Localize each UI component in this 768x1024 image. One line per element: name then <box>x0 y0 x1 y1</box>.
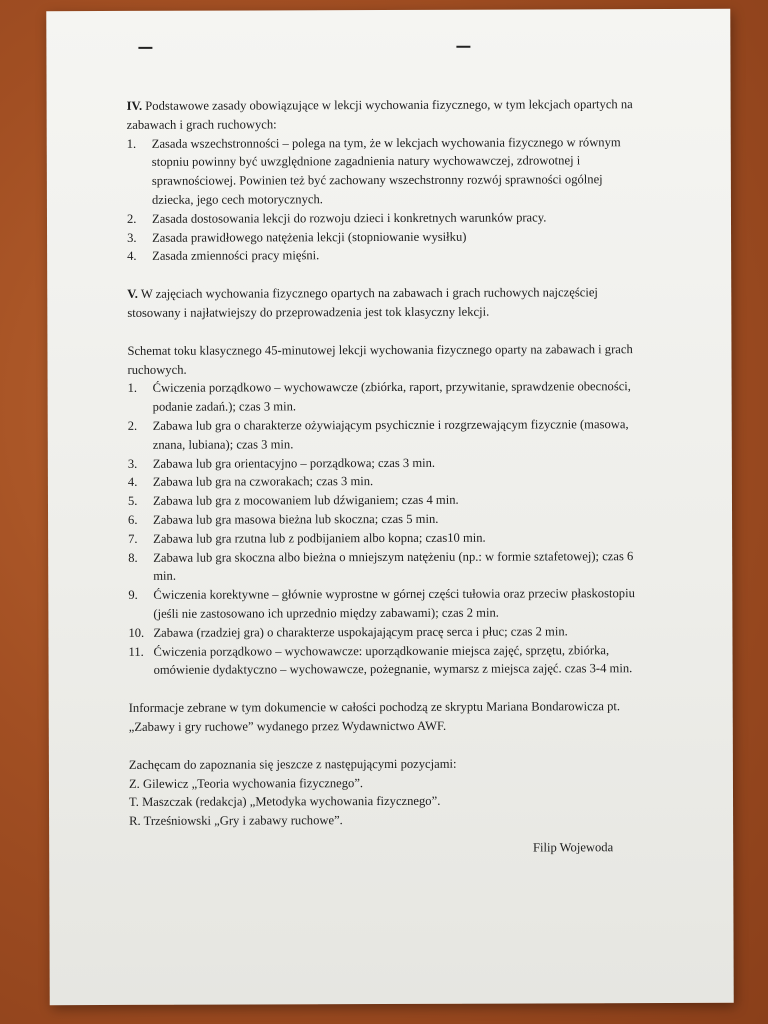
reference-item: R. Trześniowski „Gry i zabawy ruchowe”. <box>129 813 343 829</box>
list-item: 2. Zasada dostosowania lekcji do rozwoju dzieci i konkretnych warunków pracy. <box>126 210 547 226</box>
reference-item: Z. Gilewicz „Teoria wychowania fizycznego”. <box>128 775 364 791</box>
schema-intro: Schemat toku klasycznego 45-minutowej lekcji wychowania fizycznego oparty na zabawach i grach ruchowych. <box>127 341 633 377</box>
paper-sheet <box>46 9 733 1005</box>
list-item: 3. Zasada prawidłowego natężenia lekcji (stopniowanie wysiłku) <box>127 229 467 245</box>
section-v-text: W zajęciach wychowania fizycznego opartych na zabawach i grach ruchowych najczęściej stosowany i najłatwiejszy do przeprowadzenia jest tok klasyczny lekcji. <box>127 285 598 320</box>
reading-intro: Zachęcam do zapoznania się jeszcze z następującymi pozycjami: <box>128 756 457 772</box>
list-item: 4. Zabawa lub gra na czworakach; czas 3 min. <box>127 474 374 490</box>
header-dash-right <box>456 46 470 48</box>
section-iv-intro: Podstawowe zasady obowiązujące w lekcji wychowania fizycznego, w tym lekcjach opartych na zabawach i grach ruchowych: <box>126 97 633 132</box>
list-item: 6. Zabawa lub gra masowa bieżna lub skoczna; czas 5 min. <box>128 511 439 527</box>
list-item: 10. Zabawa (rzadziej gra) o charakterze uspokajającym pracę serca i płuc; czas 2 min. <box>128 624 568 640</box>
lesson-schema-list <box>128 377 649 680</box>
list-item: 9. Ćwiczenia korektywne – głównie wyprostne w górnej części tułowia oraz przeciw płaskostopiu (jeśli nie zastosowano ich uprzednio między zabawami); czas 2 min. <box>128 586 635 621</box>
section-v-label: V. <box>127 287 138 302</box>
list-item: 1. Zasada wszechstronności – polega na tym, że w lekcjach wychowania fizycznego w równym stopniu powinny być uwzględnione zagadnienia natury wychowawczej, zdrowotnej i sprawnościowej. Powinien też być zachowany wszechstronny rozwój sprawności ogólnej dziecka, jego cech motorycznych. <box>126 134 621 207</box>
list-item: 5. Zabawa lub gra z mocowaniem lub dźwiganiem; czas 4 min. <box>127 492 459 509</box>
list-item: 3. Zabawa lub gra orientacyjno – porządkowa; czas 3 min. <box>127 455 436 471</box>
list-item: 7. Zabawa lub gra rzutna lub z podbijaniem albo kopna; czas10 min. <box>128 530 486 546</box>
list-item: 4. Zasada zmienności pracy mięśni. <box>127 248 320 264</box>
section-iv-heading <box>127 95 647 134</box>
section-v-paragraph <box>127 283 647 322</box>
reference-item: T. Maszczak (redakcja) „Metodyka wychowania fizycznego”. <box>129 794 441 810</box>
header-dash-left <box>138 47 152 49</box>
principles-list <box>127 133 647 266</box>
author-signature: Filip Wojewoda <box>532 840 614 855</box>
list-item: 2. Zabawa lub gra o charakterze ożywiającym psychicznie i rozgrzewającym fizycznie (masowa, znana, lubiana); czas 3 min. <box>127 417 629 452</box>
section-iv-label: IV. <box>126 98 143 113</box>
list-item: 11. Ćwiczenia porządkowo – wychowawcze: uporządkowanie miejsca zajęć, sprzętu, zbiórka, omówienie dydaktyczno – wychowawcze, pożegnanie, wymarsz z miejsca zajęć. czas 3-4 min. <box>128 642 633 678</box>
source-info: Informacje zebrane w tym dokumencie w całości pochodzą ze skryptu Mariana Bondarowicza pt. „Zabawy i gry ruchowe” wydanego przez Wydawnictwo AWF. <box>128 699 621 734</box>
list-item: 8. Zabawa lub gra skoczna albo bieżna o mniejszym natężeniu (np.: w formie sztafetowej); czas 6 min. <box>128 548 634 584</box>
list-item: 1. Ćwiczenia porządkowo – wychowawcze (zbiórka, raport, przywitanie, sprawdzenie obecności, podanie zadań.); czas 3 min. <box>127 379 631 414</box>
document-body <box>127 95 650 858</box>
